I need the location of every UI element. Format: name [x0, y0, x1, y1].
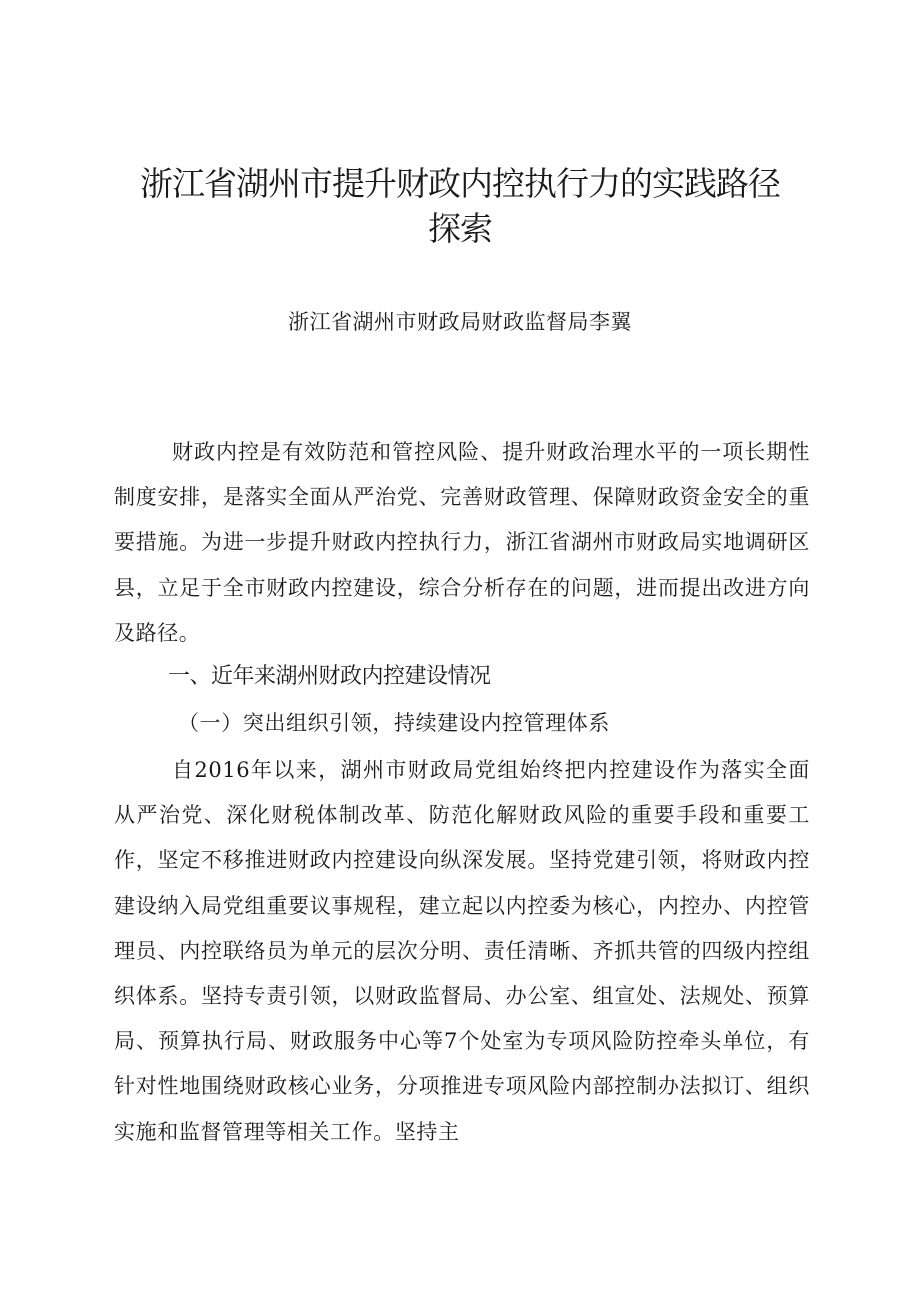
paragraph-intro: 财政内控是有效防范和管控风险、提升财政治理水平的一项长期性制度安排，是落实全面从严治党、完善财政管理、保障财政资金安全的重要措施。为进一步提升财政内控执行力，浙江省湖州市财政局实地调研区县，立足于全市财政内控建设，综合分析存在的问题，进而提出改进方向及路径。 — [114, 440, 810, 645]
section-heading-1: 一、近年来湖州财政内控建设情况 — [168, 664, 491, 689]
paragraph-section-1: 自2016年以来，湖州市财政局党组始终把内控建设作为落实全面从严治党、深化财税体制改革、防范化解财政风险的重要手段和重要工作，坚定不移推进财政内控建设向纵深发展。坚持党建引领，将财政内控建设纳入局党组重要议事规程，建立起以内控委为核心，内控办、内控管理员、内控联络员为单元的层次分明、责任清晰、齐抓共管的四级内控组织体系。坚持专责引领，以财政监督局、办公室、组宣处、法规处、预算局、预算执行局、财政服务中心等7个处室为专项风险防控牵头单位，有针对性地围绕财政核心业务，分项推进专项风险内部控制办法拟订、组织实施和监督管理等相关工作。坚持主 — [114, 758, 810, 1144]
author-line: 浙江省湖州市财政局财政监督局李翼 — [288, 310, 632, 334]
document-title-line-1: 浙江省湖州市提升财政内控执行力的实践路径 — [140, 164, 780, 203]
document-title-line-2: 探索 — [428, 209, 492, 248]
subsection-heading-1: （一）突出组织引领，持续建设内控管理体系 — [178, 711, 610, 735]
